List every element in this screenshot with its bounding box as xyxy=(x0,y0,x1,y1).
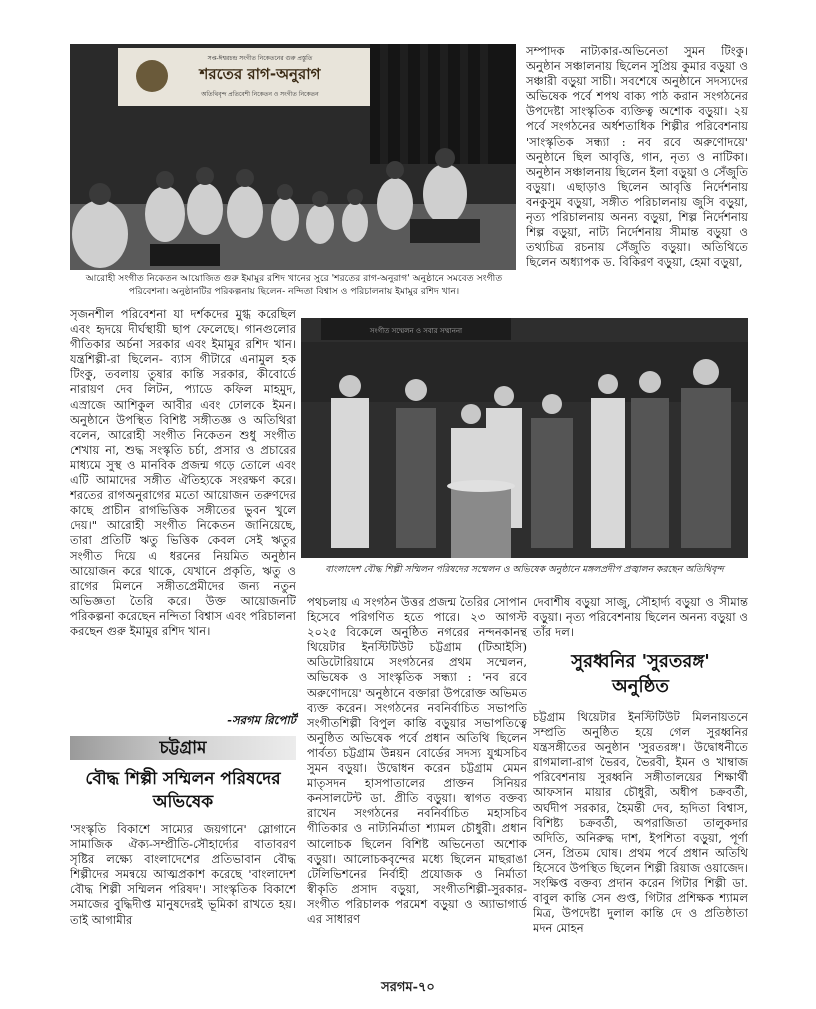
headline-surtoranga-line2: অনুষ্ঠিত xyxy=(612,676,669,697)
article-left-lower: 'সংস্কৃতি বিকাশে সাম্যের জয়গানে' স্লোগানে সামাজিক ঐক্য-সম্প্রীতি-সৌহার্দ্যের বাতাবরণ সৃষ্টির লক্ষ্যে বাংলাদেশের প্রতিভাবান বৌদ্ধ শিল্পীদের সমন্বয়ে আত্মপ্রকাশ করেছে 'বাংলাদেশ বৌদ্ধ শিল্পী সম্মিলন পরিষদ'। সাংস্কৃতিক বিকাশে সমাজের বুদ্ধিদীপ্ত মানুষদেরই ভূমিকা রাখতে হয়। তাই আগামীর xyxy=(70,822,296,927)
article-left-upper: সৃজনশীল পরিবেশনা যা দর্শকদের মুগ্ধ করেছিল এবং হৃদয়ে দীর্ঘস্থায়ী ছাপ ফেলেছে। গানগুলোর গীতিকার অর্চনা সরকার এবং ইমামুর রশিদ খান। যন্ত্রশিল্পী-রা ছিলেন- ব্যাস গীটারে এনামুল হক টিংকু, তবলায় তুষার কান্তি সরকার, কীবোর্ডে নারায়ণ দেব লিটন, প্যাডে কফিল মাহমুদ, এস্রাজে আশিকুল আবীর এবং ঢোলকে ইমন। অনুষ্ঠানে উপস্থিত বিশিষ্ট সঙ্গীতজ্ঞ ও অতিথিরা বলেন, আরোহী সংগীত নিকেতন শুধু সংগীত শেখায় না, শুদ্ধ সংস্কৃতি চর্চা, প্রসার ও প্রচারের মাধ্যমে সুস্থ ও মানবিক প্রজন্ম গড়ে তোলে এবং এটি আমাদের সঙ্গীত ঐতিহ্যকে সংরক্ষণ করে। শরতের রাগঅনুরাগের মতো আয়োজন তরুণদের কাছে প্রাচীন রাগভিত্তিক সঙ্গীতের ভুবন খুলে দেয়।" আরোহী সংগীত নিকেতন জানিয়েছে, তারা প্রতিটি ঋতু ভিত্তিক কেবল সেই ঋতুর সংগীত দিয়ে এ ধরনের নিয়মিত অনুষ্ঠান আয়োজন করে থাকে, যেখানে প্রকৃতি, ঋতু ও রাগের মিলনে সঙ্গীতপ্রেমীদের জন্য নতুন অভিজ্ঞতা তৈরি করে। উক্ত আয়োজনটি পরিকল্পনা করেছেন নন্দিতা বিশ্বাস এবং পরিচালনা করছেন গুরু ইমামুর রশিদ খান। xyxy=(70,307,296,638)
middle-photo xyxy=(301,318,748,558)
article-signoff: -সরগম রিপোর্ট xyxy=(227,713,296,727)
top-photo xyxy=(70,44,516,270)
page-number: সরগম-৭০ xyxy=(381,980,435,995)
banner-line-2: শরতের রাগ-অনুরাগ xyxy=(199,65,321,83)
headline-surtoranga-line1: সুরধ্বনির 'সুরতরঙ্গ' xyxy=(571,651,710,672)
top-photo-caption: আরোহী সংগীত নিকেতন আয়োজিত গুরু ইমামুর রশিদ খানের সুরে 'শরতের রাগ-অনুরাগ' অনুষ্ঠানে সমবেত সংগীত পরিবেশনা। অনুষ্ঠানটির পরিকল্পনায় ছিলেন- নন্দিতা বিশ্বাস ও পরিচালনায় ইমামুর রশিদ খান। xyxy=(85,273,503,297)
article-middle: পথচলায় এ সংগঠন উত্তর প্রজন্ম তৈরির সোপান হিসেবে পরিগণিত হতে পারে। ২৩ আগস্ট ২০২৫ বিকেলে অনুষ্ঠিত নগরের নন্দনকানন্থ থিয়েটার ইনস্টিটিউট চট্টগ্রাম (টিআইসি) অডিটোরিয়ামে সংগঠনের প্রথম সম্মেলন, অভিষেক ও সাংস্কৃতিক সন্ধ্যা : 'নব রবে অরুণোদয়ে' অনুষ্ঠানে বক্তারা উপরোক্ত অভিমত ব্যক্ত করেন। সংগঠনের নবনির্বাচিত সভাপতি সংগীতশিল্পী বিপুল কান্তি বড়ুয়ার সভাপতিত্বে অনুষ্ঠিত অভিষেক পর্বে প্রধান অতিথি ছিলেন পার্বত্য চট্টগ্রাম উন্নয়ন বোর্ডের সদস্য যুগ্মসচিব সুমন বড়ুয়া। উদ্বোধন করেন চট্টগ্রাম মেমন মাতৃসদন হাসপাতালের প্রাক্তন সিনিয়র কনসালটেন্ট ডা. প্রীতি বড়ুয়া। স্বাগত বক্তব্য রাখেন সংগঠনের নবনির্বাচিত মহাসচিব গীতিকার ও নাট্যনির্মাতা শ্যামল চৌধুরী। প্রধান আলোচক ছিলেন বিশিষ্ট অভিনেতা অশোক বড়ুয়া। আলোচকবৃন্দের মধ্যে ছিলেন মাছরাঙা টেলিভিশনের নির্বাহী প্রযোজক ও নির্মাতা স্বীকৃতি প্রসাদ বড়ুয়া, সংগীতশিল্পী-সুরকার-সংগীত পরিচালক পরমেশ বড়ুয়া ও অ্যাভাগার্ড এর সাধারণ xyxy=(307,595,527,926)
headline-buddhist-artists: বৌদ্ধ শিল্পী সম্মিলন পরিষদের অভিষেক xyxy=(85,769,281,812)
middle-banner: সংগীত সম্মেলন ও সবার সম্মাননা xyxy=(369,327,463,335)
article-top-right: সম্পাদক নাট্যকার-অভিনেতা সুমন টিংকু। অনুষ্ঠান সঞ্চালনায় ছিলেন সুপ্রিয় কুমার বড়ুয়া ও সঞ্চারী বড়ুয়া সাচী। সবশেষে অনুষ্ঠানে সদস্যদের অভিষেক পর্বে শপথ বাক্য পাঠ করান সংগঠনের উপদেষ্টা সাংস্কৃতিক ব্যক্তিত্ব অশোক বড়ুয়া। ২য় পর্বে সংগঠনের অর্ধশতাধিক শিল্পীর পরিবেশনায় 'সাংস্কৃতিক সন্ধ্যা : নব রবে অরুণোদয়ে' অনুষ্ঠানে ছিল আবৃত্তি, গান, নৃত্য ও নাটিকা। অনুষ্ঠান সঞ্চালনায় ছিলেন ইলা বড়ুয়া ও সেঁজুতি বড়ুয়া। এছাড়াও ছিলেন আবৃত্তি নির্দেশনায় বনকুসুম বড়ুয়া, সঙ্গীত পরিচালনায় জুসি বড়ুয়া, নৃত্য পরিচালনায় অনন্য বড়ুয়া, শিল্প নির্দেশনায় শিল্প বড়ুয়া, নাট্য নির্দেশনায় সীমান্ত বড়ুয়া ও তথ্যচিত্র রচনায় সেঁজুতি বড়ুয়া। অতিথিতে ছিলেন অধ্যাপক ড. বিকিরণ বড়ুয়া, হেমা বড়ুয়া, xyxy=(526,44,748,270)
banner-line-3: অতিথিবৃন্দ প্রতিবেশী নিকেতন ও সংগীত নিকেতন xyxy=(201,91,319,98)
section-label-chattogram: চট্টগ্রাম xyxy=(70,736,296,760)
banner-line-1: সপ্ত-ঈশ্বরচন্দ্র সংগীত নিকেতনের গুরু প্রস্তুতি xyxy=(207,55,313,62)
middle-photo-caption: বাংলাদেশ বৌদ্ধ শিল্পী সম্মিলন পরিষদের সম্মেলন ও অভিষেক অনুষ্ঠানে মঙ্গলপ্রদীপ প্রজ্বালন করছেন অতিথিবৃন্দ xyxy=(325,564,724,575)
article-right-lower-top: দেবাশীষ বড়ুয়া সাজু, সৌহার্দ্য বড়ুয়া ও সীমান্ত বড়ুয়া। নৃত্য পরিবেশনায় ছিলেন অনন্য বড়ুয়া ও তাঁর দল। xyxy=(533,595,748,640)
article-right-lower: চট্টগ্রাম থিয়েটার ইনস্টিটিউট মিলনায়তনে সম্প্রতি অনুষ্ঠিত হয়ে গেল সুরধ্বনির যন্ত্রসঙ্গীতের অনুষ্ঠান 'সুরতরঙ্গ'। উদ্বোধনীতে রাগমালা-রাগ ভৈরব, ভৈরবী, ইমন ও খাম্বাজ পরিবেশনায় সুরধ্বনি সঙ্গীতালয়ের শিক্ষার্থী আফসান মায়ার চৌধুরী, অধীপ চক্রবর্তী, অর্ঘদীপ সরকার, হৈমন্তী দেব, হৃদিতা বিশ্বাস, বিশিষ্ট্য চক্রবর্তী, অপরাজিতা তালুকদার অদিতি, অনিরুদ্ধ দাশ, ইপশিতা বড়ুয়া, পূর্ণা সেন, প্রিতম ঘোষ। প্রথম পর্বে প্রধান অতিথি হিসেবে উপস্থিত ছিলেন শিল্পী রিয়াজ ওয়াজেদ। সংক্ষিপ্ত বক্তব্য প্রদান করেন গিটার শিল্পী ডা. বাবুল কান্তি সেন গুপ্ত, গিটার প্রশিক্ষক শ্যামল মিত্র, উপদেষ্টা দুলাল কান্তি দে ও প্রতিষ্ঠাতা মদন মোহন xyxy=(533,710,748,936)
